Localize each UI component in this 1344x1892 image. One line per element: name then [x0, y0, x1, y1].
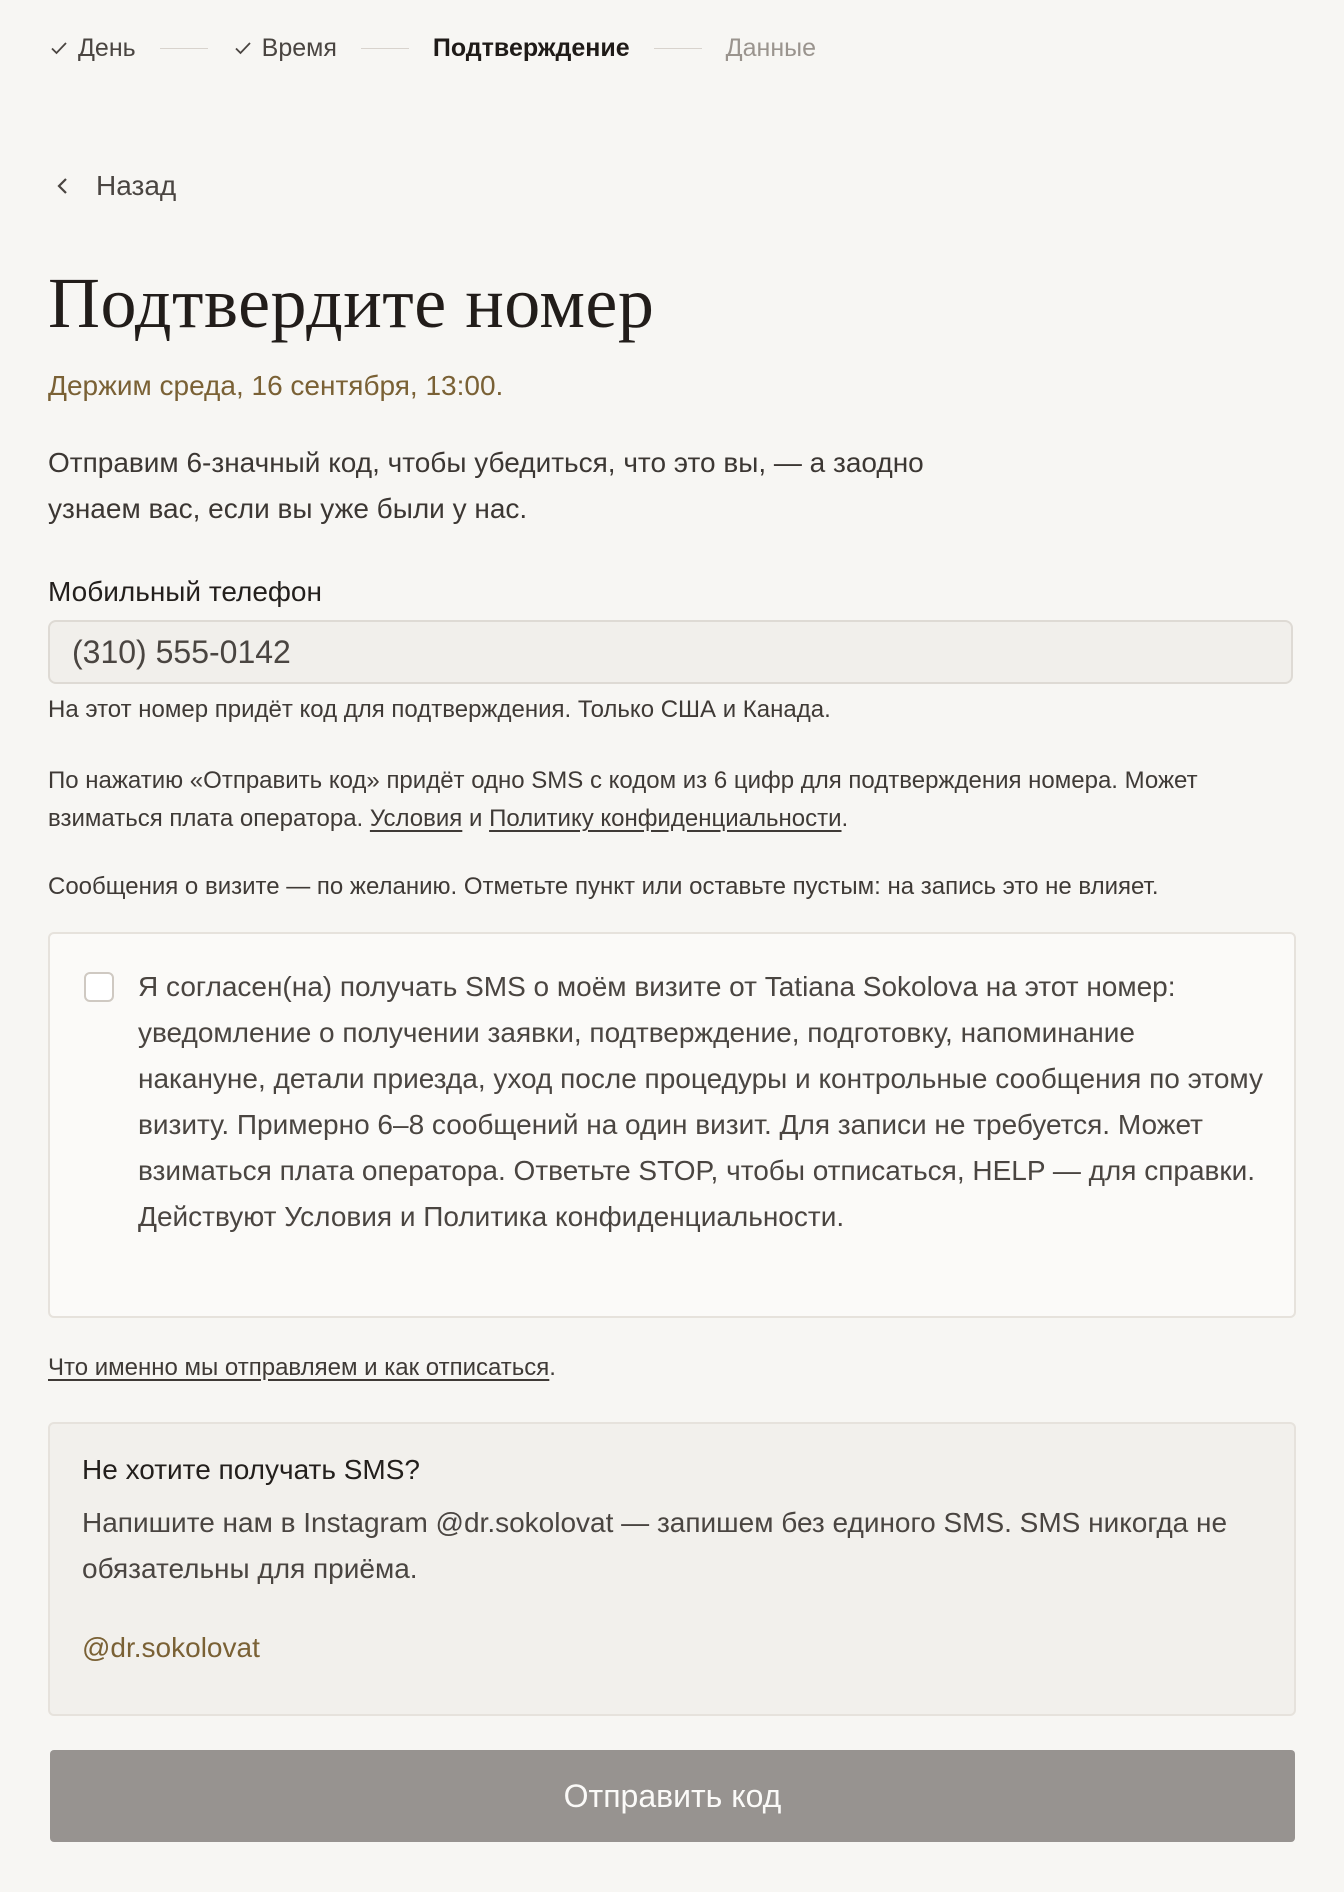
- step-connector: [654, 48, 702, 49]
- intro-text: Отправим 6-значный код, чтобы убедиться, что это вы, — а заодно узнаем вас, если вы уже были у нас.: [48, 447, 924, 524]
- sms-consent-text: Я согласен(на) получать SMS о моём визите от Tatiana Sokolova на этот номер: уведомление о получении заявки, подтверждение, подготовку, напоминание накануне, детали приезда, уход после процедуры и контрольные сообщения по этому визиту. Примерно 6–8 сообщений на один визит. Для записи не требуется. Может взиматься плата оператора. Ответьте STOP, чтобы отписаться, HELP — для справки. Действуют Условия и Политика конфиденциальности.: [138, 971, 1263, 1232]
- phone-input[interactable]: [48, 620, 1293, 684]
- page-title: Подтвердите номер: [48, 263, 655, 343]
- sms-consent-box: [48, 932, 1296, 1318]
- instagram-handle-link[interactable]: @dr.sokolovat: [82, 1632, 260, 1663]
- send-code-button[interactable]: Отправить код: [50, 1750, 1295, 1842]
- step-connector: [361, 48, 409, 49]
- optional-note: Сообщения о визите — по желанию. Отметьте пункт или оставьте пустым: на запись это не влияет.: [48, 873, 1159, 900]
- what-we-send-end: .: [549, 1354, 556, 1381]
- chevron-left-icon: [52, 175, 74, 197]
- phone-label: Мобильный телефон: [48, 576, 322, 607]
- what-we-send-link[interactable]: Что именно мы отправляем и как отписаться: [48, 1354, 550, 1381]
- step-day-label: День: [78, 33, 136, 62]
- step-time-label: Время: [261, 33, 337, 62]
- held-slot-text: Держим среда, 16 сентября, 13:00.: [48, 370, 504, 401]
- phone-hint: На этот номер придёт код для подтверждения. Только США и Канада.: [48, 696, 831, 723]
- no-sms-box: [48, 1422, 1296, 1716]
- no-sms-title: Не хотите получать SMS?: [82, 1454, 420, 1485]
- legal-end: .: [841, 805, 849, 832]
- sms-legal-notice: [48, 762, 1298, 838]
- check-icon: [232, 37, 254, 59]
- legal-and: и: [462, 805, 490, 832]
- step-confirmation: [433, 34, 630, 63]
- what-we-send: [48, 1354, 556, 1382]
- step-confirmation-label: Подтверждение: [432, 33, 630, 62]
- no-sms-text: Напишите нам в Instagram @dr.sokolovat — запишем без единого SMS. SMS никогда не обязательны для приёма.: [82, 1507, 1228, 1584]
- step-details-label: Данные: [725, 33, 816, 62]
- terms-link[interactable]: Условия: [369, 805, 463, 832]
- step-day: [48, 34, 136, 63]
- step-time: [232, 34, 337, 63]
- step-details: [726, 34, 816, 63]
- back-button[interactable]: [52, 170, 176, 202]
- sms-consent-checkbox[interactable]: [84, 972, 114, 1002]
- privacy-link[interactable]: Политику конфиденциальности: [489, 805, 842, 832]
- check-icon: [48, 37, 70, 59]
- back-label: Назад: [96, 170, 177, 201]
- step-connector: [160, 48, 208, 49]
- progress-stepper: [48, 30, 816, 66]
- legal-text: По нажатию «Отправить код» придёт одно SMS с кодом из 6 цифр для подтверждения номера. Может взиматься плата оператора.: [48, 767, 1198, 832]
